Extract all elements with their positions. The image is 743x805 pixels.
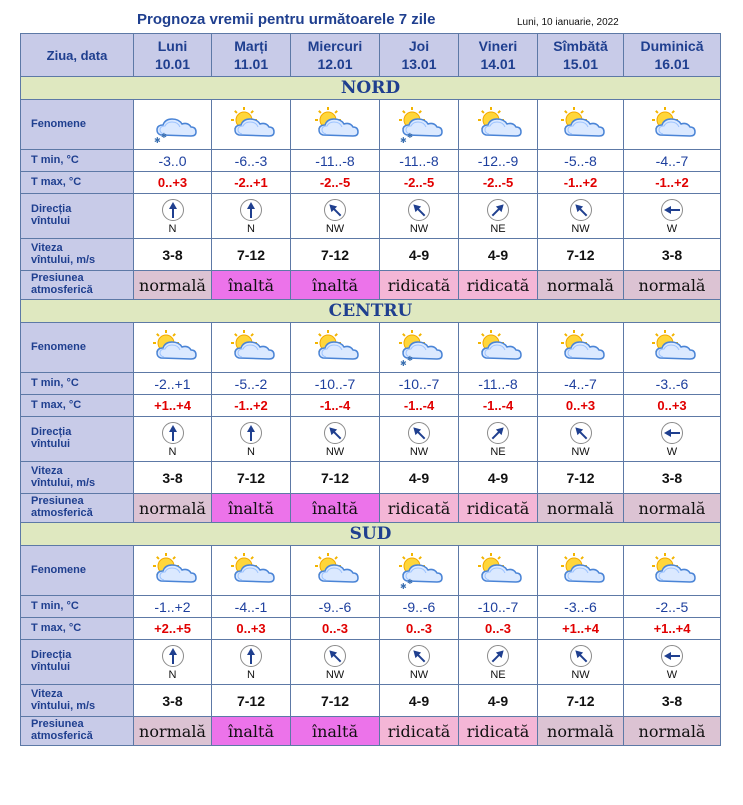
forecast-table — [20, 33, 721, 746]
snow-cloud-icon — [145, 105, 201, 145]
tmin-value: -2..-5 — [624, 596, 721, 618]
wind-speed-value: 3-8 — [134, 462, 212, 494]
wind-speed-value: 7-12 — [212, 239, 291, 271]
tmax-value: 0..-3 — [380, 618, 459, 640]
phenomena-cell — [380, 546, 459, 596]
wind-direction-cell — [538, 417, 624, 462]
tmax-value: -1..+2 — [624, 172, 721, 194]
wind-direction-cell — [380, 194, 459, 239]
wind-arrow-icon — [239, 198, 263, 222]
region-header: CENTRU — [21, 300, 721, 323]
phenomena-cell — [380, 100, 459, 150]
sun-cloud-icon — [470, 551, 526, 591]
wind-speed-value: 7-12 — [291, 685, 380, 717]
sun-cloud-icon — [644, 105, 700, 145]
wind-speed-label — [21, 685, 134, 717]
date-label: Ziua, data — [21, 34, 134, 77]
wind-speed-value: 3-8 — [134, 685, 212, 717]
phenomena-cell — [459, 323, 538, 373]
pressure-value: normală — [624, 717, 721, 746]
tmax-value: 0..-3 — [459, 618, 538, 640]
wind-speed-value: 7-12 — [291, 462, 380, 494]
tmin-value: -3..-6 — [624, 373, 721, 395]
tmax-value: +2..+5 — [134, 618, 212, 640]
wind-arrow-icon — [239, 644, 263, 668]
wind-direction-label-line2: vîntului — [31, 661, 71, 673]
wind-arrow-icon — [486, 421, 510, 445]
wind-arrow-icon — [569, 421, 593, 445]
tmin-value: -6..-3 — [212, 150, 291, 172]
wind-direction-cell — [212, 194, 291, 239]
phenomena-cell — [459, 100, 538, 150]
pressure-label — [21, 271, 134, 300]
day-miercuri: Miercuri 12.01 — [291, 34, 380, 77]
tmin-value: -11..-8 — [380, 150, 459, 172]
wind-direction-text: NE — [490, 445, 506, 458]
phenomena-label: Fenomene — [21, 323, 134, 373]
tmin-value: -10..-7 — [291, 373, 380, 395]
pressure-value: normală — [538, 494, 624, 523]
pressure-value: ridicată — [380, 494, 459, 523]
wind-direction-text: NW — [571, 445, 590, 458]
wind-direction-cell — [134, 417, 212, 462]
phenomena-cell — [291, 323, 380, 373]
wind-direction-text: NW — [325, 668, 345, 681]
wind-speed-value: 7-12 — [212, 462, 291, 494]
wind-direction-cell — [538, 194, 624, 239]
region-header: NORD — [21, 77, 721, 100]
tmin-value: -4..-7 — [538, 373, 624, 395]
wind-direction-label-line1: Direcția — [31, 203, 72, 216]
wind-direction-text: N — [168, 668, 177, 681]
wind-speed-label-line2: vîntului, m/s — [31, 253, 96, 266]
wind-speed-value: 3-8 — [624, 685, 721, 717]
phenomena-cell — [380, 323, 459, 373]
phenomena-cell — [134, 100, 212, 150]
wind-direction-cell — [291, 194, 380, 239]
tmin-value: -10..-7 — [459, 596, 538, 618]
tmin-label: T min, °C — [21, 150, 134, 172]
wind-speed-value: 3-8 — [134, 239, 212, 271]
pressure-value: normală — [624, 271, 721, 300]
tmax-value: 0..+3 — [538, 395, 624, 417]
sun-cloud-icon — [307, 551, 363, 591]
wind-speed-value: 7-12 — [291, 239, 380, 271]
wind-direction-text: W — [666, 222, 678, 235]
day-duminica: Duminică 16.01 — [624, 34, 721, 77]
wind-arrow-icon — [486, 198, 510, 222]
wind-direction-cell — [134, 194, 212, 239]
tmin-label: T min, °C — [21, 373, 134, 395]
sun-cloud-icon — [223, 105, 279, 145]
tmin-value: -5..-2 — [212, 373, 291, 395]
tmin-value: -9..-6 — [380, 596, 459, 618]
phenomena-label: Fenomene — [21, 546, 134, 596]
svg-text:✱: ✱ — [400, 135, 407, 145]
wind-direction-label-line1: Direcția — [31, 426, 72, 439]
tmax-value: 0..+3 — [624, 395, 721, 417]
pressure-label-line1: Presiunea — [31, 272, 84, 285]
sun-cloud-icon — [644, 551, 700, 591]
day-simbata: Sîmbătă 15.01 — [538, 34, 624, 77]
wind-direction-text: NE — [490, 668, 506, 681]
wind-arrow-icon — [660, 198, 684, 222]
pressure-label-line1: Presiunea — [31, 718, 84, 731]
pressure-value: înaltă — [212, 494, 291, 523]
wind-direction-text: NW — [325, 445, 345, 458]
wind-direction-text: NE — [490, 222, 506, 235]
sun-cloud-icon — [644, 328, 700, 368]
pressure-value: ridicată — [380, 717, 459, 746]
svg-text:✱: ✱ — [153, 135, 161, 145]
phenomena-cell — [624, 323, 721, 373]
wind-direction-text: W — [666, 445, 678, 458]
wind-direction-label-line2: vîntului — [31, 215, 71, 227]
tmax-value: -2..-5 — [380, 172, 459, 194]
wind-arrow-icon — [407, 421, 431, 445]
wind-arrow-icon — [660, 421, 684, 445]
wind-direction-cell — [459, 640, 538, 685]
sun-cloud-icon — [553, 328, 609, 368]
header-row — [21, 34, 721, 77]
wind-direction-cell — [291, 417, 380, 462]
sun-cloud-icon — [307, 105, 363, 145]
wind-direction-text: N — [247, 668, 255, 681]
phenomena-cell — [212, 323, 291, 373]
sun-cloud-icon — [223, 551, 279, 591]
snow-cloud-icon — [391, 551, 447, 591]
tmax-value: -1..-4 — [291, 395, 380, 417]
wind-direction-label — [21, 194, 134, 239]
wind-arrow-icon — [323, 198, 347, 222]
wind-direction-text: NW — [325, 222, 345, 235]
sun-cloud-icon — [470, 328, 526, 368]
pressure-value: înaltă — [212, 717, 291, 746]
wind-direction-cell — [624, 640, 721, 685]
wind-arrow-icon — [323, 644, 347, 668]
wind-arrow-icon — [239, 421, 263, 445]
tmin-label: T min, °C — [21, 596, 134, 618]
wind-speed-value: 3-8 — [624, 239, 721, 271]
sun-cloud-icon — [553, 551, 609, 591]
tmin-value: -11..-8 — [459, 373, 538, 395]
tmax-value: -2..-5 — [291, 172, 380, 194]
tmax-value: 0..+3 — [134, 172, 212, 194]
phenomena-cell — [212, 546, 291, 596]
sun-cloud-icon — [553, 105, 609, 145]
wind-speed-value: 4-9 — [459, 685, 538, 717]
pressure-value: ridicată — [459, 494, 538, 523]
wind-speed-value: 4-9 — [459, 239, 538, 271]
pressure-label — [21, 494, 134, 523]
tmin-value: -5..-8 — [538, 150, 624, 172]
pressure-value: ridicată — [380, 271, 459, 300]
tmax-label: T max, °C — [21, 172, 134, 194]
wind-direction-cell — [459, 194, 538, 239]
sun-cloud-icon — [145, 551, 201, 591]
phenomena-cell — [538, 100, 624, 150]
phenomena-cell — [291, 100, 380, 150]
tmax-value: +1..+4 — [134, 395, 212, 417]
pressure-value: ridicată — [459, 271, 538, 300]
phenomena-cell — [134, 546, 212, 596]
wind-arrow-icon — [161, 421, 185, 445]
pressure-label-line1: Presiunea — [31, 495, 84, 508]
day-vineri: Vineri 14.01 — [459, 34, 538, 77]
phenomena-cell — [291, 546, 380, 596]
wind-speed-label-line1: Viteza — [31, 464, 63, 477]
tmax-value: -2..+1 — [212, 172, 291, 194]
wind-speed-value: 4-9 — [459, 462, 538, 494]
wind-direction-text: N — [168, 445, 177, 458]
pressure-value: înaltă — [291, 271, 380, 300]
wind-direction-text: N — [168, 222, 177, 235]
tmax-value: 0..+3 — [212, 618, 291, 640]
tmin-value: -10..-7 — [380, 373, 459, 395]
wind-direction-text: N — [247, 445, 255, 458]
wind-arrow-icon — [161, 198, 185, 222]
pressure-label — [21, 717, 134, 746]
svg-text:✱: ✱ — [407, 132, 413, 140]
wind-arrow-icon — [486, 644, 510, 668]
phenomena-cell — [212, 100, 291, 150]
wind-direction-cell — [624, 194, 721, 239]
pressure-value: normală — [538, 717, 624, 746]
svg-text:✱: ✱ — [160, 132, 167, 140]
pressure-value: ridicată — [459, 717, 538, 746]
wind-direction-cell — [380, 640, 459, 685]
tmax-value: -2..-5 — [459, 172, 538, 194]
wind-direction-text: NW — [409, 445, 429, 458]
wind-speed-value: 7-12 — [538, 685, 624, 717]
wind-direction-label — [21, 417, 134, 462]
sun-cloud-icon — [145, 328, 201, 368]
wind-speed-label-line1: Viteza — [31, 687, 63, 700]
pressure-label-line2: atmosferică — [31, 730, 93, 742]
pressure-value: înaltă — [291, 494, 380, 523]
phenomena-cell — [459, 546, 538, 596]
wind-direction-label-line1: Direcția — [31, 649, 72, 662]
wind-speed-value: 7-12 — [538, 462, 624, 494]
sun-cloud-icon — [470, 105, 526, 145]
tmin-value: -3..-6 — [538, 596, 624, 618]
pressure-value: normală — [134, 494, 212, 523]
wind-direction-cell — [212, 417, 291, 462]
wind-direction-text: NW — [571, 668, 590, 681]
region-header: SUD — [21, 523, 721, 546]
wind-direction-text: NW — [409, 222, 429, 235]
wind-speed-label — [21, 462, 134, 494]
sun-cloud-icon — [223, 328, 279, 368]
wind-direction-cell — [624, 417, 721, 462]
wind-arrow-icon — [569, 198, 593, 222]
wind-speed-label — [21, 239, 134, 271]
wind-direction-cell — [212, 640, 291, 685]
day-marti: Marți 11.01 — [212, 34, 291, 77]
day-joi: Joi 13.01 — [380, 34, 459, 77]
tmin-value: -4..-1 — [212, 596, 291, 618]
phenomena-cell — [538, 323, 624, 373]
phenomena-label: Fenomene — [21, 100, 134, 150]
tmax-value: -1..+2 — [538, 172, 624, 194]
wind-arrow-icon — [569, 644, 593, 668]
wind-direction-text: NW — [409, 668, 429, 681]
tmax-label: T max, °C — [21, 618, 134, 640]
forecast-date: Luni, 10 ianuarie, 2022 — [517, 17, 619, 28]
tmin-value: -11..-8 — [291, 150, 380, 172]
sun-cloud-icon — [307, 328, 363, 368]
wind-direction-label-line2: vîntului — [31, 438, 71, 450]
wind-speed-value: 7-12 — [212, 685, 291, 717]
wind-speed-label-line2: vîntului, m/s — [31, 699, 96, 712]
pressure-label-line2: atmosferică — [31, 284, 93, 296]
tmax-value: -1..-4 — [459, 395, 538, 417]
wind-speed-value: 4-9 — [380, 462, 459, 494]
pressure-label-line2: atmosferică — [31, 507, 93, 519]
tmin-value: -1..+2 — [134, 596, 212, 618]
tmax-value: +1..+4 — [624, 618, 721, 640]
svg-text:✱: ✱ — [407, 355, 413, 363]
phenomena-cell — [624, 100, 721, 150]
pressure-value: normală — [134, 717, 212, 746]
wind-arrow-icon — [161, 644, 185, 668]
forecast-title: Prognoza vremii pentru următoarele 7 zile — [137, 11, 436, 28]
wind-direction-text: W — [666, 668, 678, 681]
svg-text:✱: ✱ — [400, 358, 407, 368]
wind-direction-label — [21, 640, 134, 685]
tmax-value: -1..-4 — [380, 395, 459, 417]
wind-speed-value: 4-9 — [380, 685, 459, 717]
wind-direction-text: NW — [571, 222, 590, 235]
tmax-label: T max, °C — [21, 395, 134, 417]
page-header — [0, 0, 743, 32]
tmin-value: -4..-7 — [624, 150, 721, 172]
pressure-value: normală — [624, 494, 721, 523]
tmin-value: -12..-9 — [459, 150, 538, 172]
day-luni: Luni 10.01 — [134, 34, 212, 77]
wind-arrow-icon — [660, 644, 684, 668]
snow-cloud-icon — [391, 328, 447, 368]
pressure-value: normală — [134, 271, 212, 300]
wind-direction-text: N — [247, 222, 255, 235]
tmax-value: -1..+2 — [212, 395, 291, 417]
phenomena-cell — [134, 323, 212, 373]
wind-speed-value: 4-9 — [380, 239, 459, 271]
wind-direction-cell — [459, 417, 538, 462]
wind-arrow-icon — [323, 421, 347, 445]
wind-direction-cell — [380, 417, 459, 462]
svg-text:✱: ✱ — [400, 581, 407, 591]
wind-direction-cell — [134, 640, 212, 685]
phenomena-cell — [624, 546, 721, 596]
tmin-value: -3..0 — [134, 150, 212, 172]
snow-cloud-icon — [391, 105, 447, 145]
svg-text:✱: ✱ — [407, 578, 413, 586]
wind-speed-value: 7-12 — [538, 239, 624, 271]
phenomena-cell — [538, 546, 624, 596]
pressure-value: înaltă — [291, 717, 380, 746]
wind-speed-label-line2: vîntului, m/s — [31, 476, 96, 489]
pressure-value: înaltă — [212, 271, 291, 300]
wind-arrow-icon — [407, 644, 431, 668]
tmin-value: -9..-6 — [291, 596, 380, 618]
wind-arrow-icon — [407, 198, 431, 222]
wind-speed-label-line1: Viteza — [31, 241, 63, 254]
tmax-value: 0..-3 — [291, 618, 380, 640]
wind-speed-value: 3-8 — [624, 462, 721, 494]
pressure-value: normală — [538, 271, 624, 300]
tmax-value: +1..+4 — [538, 618, 624, 640]
wind-direction-cell — [538, 640, 624, 685]
wind-direction-cell — [291, 640, 380, 685]
tmin-value: -2..+1 — [134, 373, 212, 395]
